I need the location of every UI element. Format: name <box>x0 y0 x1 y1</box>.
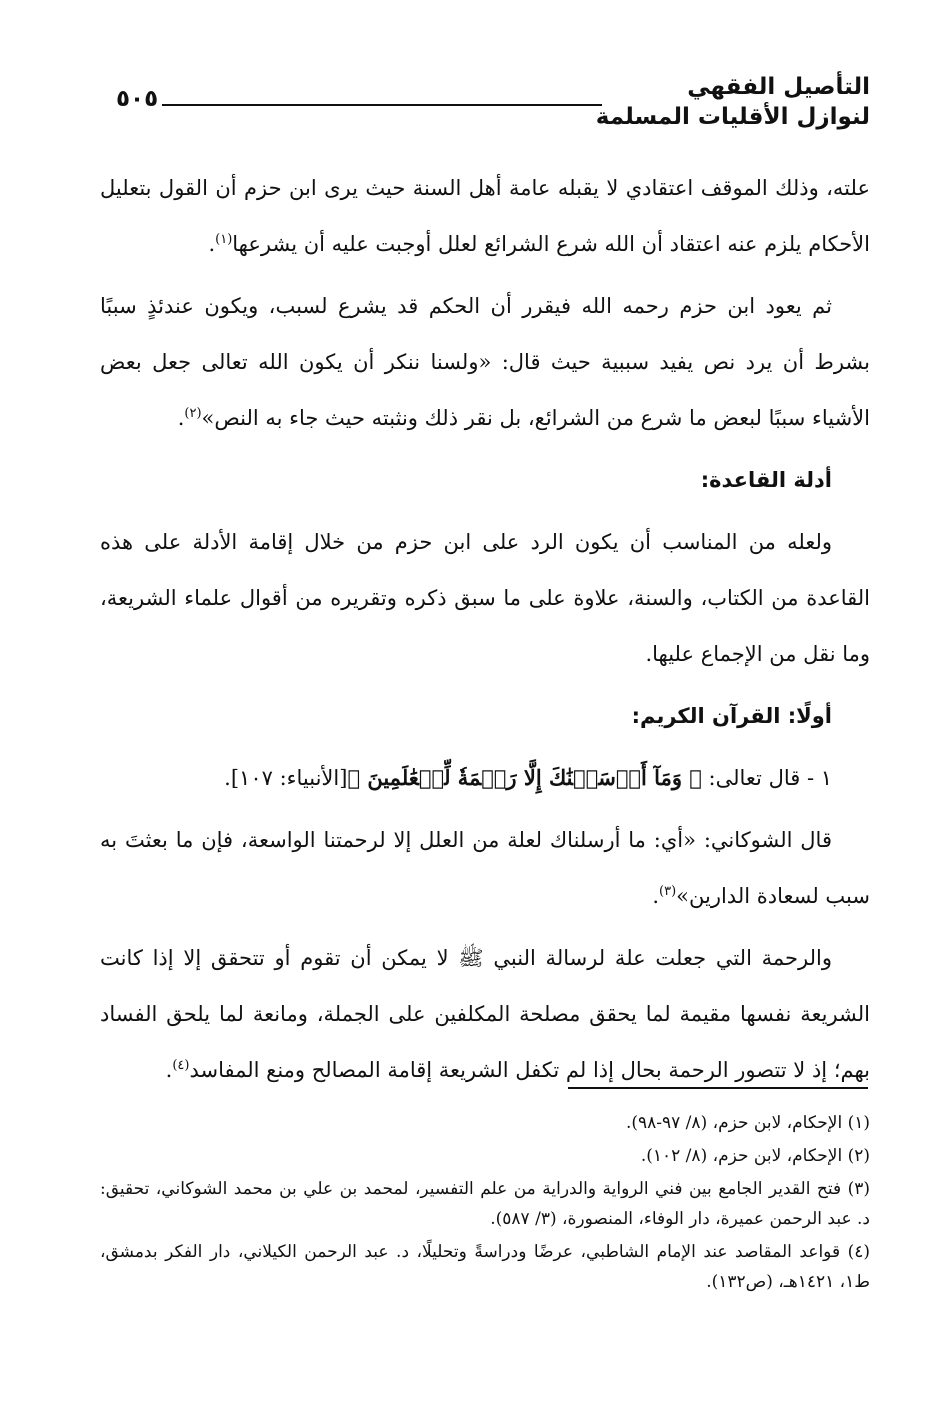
section-heading-evidence: أدلة القاعدة: <box>700 468 832 492</box>
footnote-ref-4: (٤) <box>172 1058 190 1073</box>
paragraph-5-text: قال الشوكاني: «أي: ما أرسلناك لعلة من العلل إلا لرحمتنا الواسعة، فإن ما بعثتَ به سبب لسعادة الدارين» <box>100 828 870 908</box>
verse-intro: ١ - قال تعالى: <box>701 766 832 790</box>
header-rule <box>162 104 602 106</box>
footnote-ref-1: (١) <box>215 232 233 247</box>
running-title-line1: التأصيل الفقهي <box>687 74 870 100</box>
paragraph-2-text: ثم يعود ابن حزم رحمه الله فيقرر أن الحكم قد يشرع لسبب، ويكون عندئذٍ سببًا بشرط أن يرد نص يفيد سببية حيث قال: «ولسنا ننكر أن يكون الله تعالى جعل بعض الأشياء سببًا لبعض ما شرع من الشرائع، بل نقر ذلك ونثبته حيث جاء به النص» <box>100 294 870 430</box>
paragraph-1 <box>100 160 870 272</box>
running-title-line2: لنوازل الأقليات المسلمة <box>595 104 870 130</box>
running-title <box>596 72 870 132</box>
paragraph-4 <box>100 750 870 806</box>
footnote-ref-2: (٢) <box>184 406 202 421</box>
paragraph-1-text: علته، وذلك الموقف اعتقادي لا يقبله عامة أهل السنة حيث يرى ابن حزم أن القول بتعليل الأحكام يلزم عنه اعتقاد أن الله شرع الشرائع لعلل أوجبت عليه أن يشرعها <box>100 176 870 256</box>
paragraph-2 <box>100 278 870 446</box>
paragraph-5-end: . <box>652 884 660 908</box>
paragraph-5 <box>100 812 870 924</box>
footnote-4: (٤) قواعد المقاصد عند الإمام الشاطبي، عرضًا ودراسةً وتحليلًا، د. عبد الرحمن الكيلاني، دار الفكر بدمشق، ط١، ١٤٢١هـ، (ص١٣٢). <box>100 1242 870 1292</box>
footnote-3: (٣) فتح القدير الجامع بين فني الرواية والدراية من علم التفسير، لمحمد بن علي بن محمد الشوكاني، تحقيق: د. عبد الرحمن عميرة، دار الوفاء، المنصورة، (٣/ ٥٨٧). <box>100 1179 870 1229</box>
quran-verse: ﴿ وَمَآ أَرۡسَلۡنَٰكَ إِلَّا رَحۡمَةٗ لِّلۡعَٰلَمِينَ ﴾ <box>347 765 702 790</box>
paragraph-6-text: والرحمة التي جعلت علة لرسالة النبي ﷺ لا يمكن أن تقوم أو تتحقق إلا إذا كانت الشريعة نفسها مقيمة لما يحقق مصلحة المكلفين على الجملة، ومانعة لما يلحق الفساد بهم؛ إذ لا تتصور الرحمة بحال إذا لم تكفل الشريعة إقامة المصالح ومنع المفاسد <box>100 946 870 1082</box>
main-text <box>100 160 870 1104</box>
footnote-ref-3: (٣) <box>659 884 677 899</box>
footnotes <box>100 1108 870 1300</box>
paragraph-6 <box>100 930 870 1098</box>
paragraph-3: ولعله من المناسب أن يكون الرد على ابن حزم من خلال إقامة الأدلة على هذه القاعدة من الكتاب، والسنة، علاوة على ما سبق ذكره وتقريره من أقوال علماء الشريعة، وما نقل من الإجماع عليها. <box>100 530 870 666</box>
footnote-separator <box>568 1087 868 1089</box>
paragraph-1-end: . <box>208 232 216 256</box>
page-number: ٥٠٥ <box>116 86 159 112</box>
paragraph-6-end: . <box>165 1058 173 1082</box>
footnote-1: (١) الإحكام، لابن حزم، (٨/ ٩٧-٩٨). <box>625 1113 870 1133</box>
verse-citation: [الأنبياء: ١٠٧]. <box>224 766 348 790</box>
footnote-2: (٢) الإحكام، لابن حزم، (٨/ ١٠٢). <box>640 1146 870 1166</box>
paragraph-2-end: . <box>177 406 185 430</box>
section-heading-quran: أولًا: القرآن الكريم: <box>631 704 832 728</box>
page-header <box>100 70 870 140</box>
